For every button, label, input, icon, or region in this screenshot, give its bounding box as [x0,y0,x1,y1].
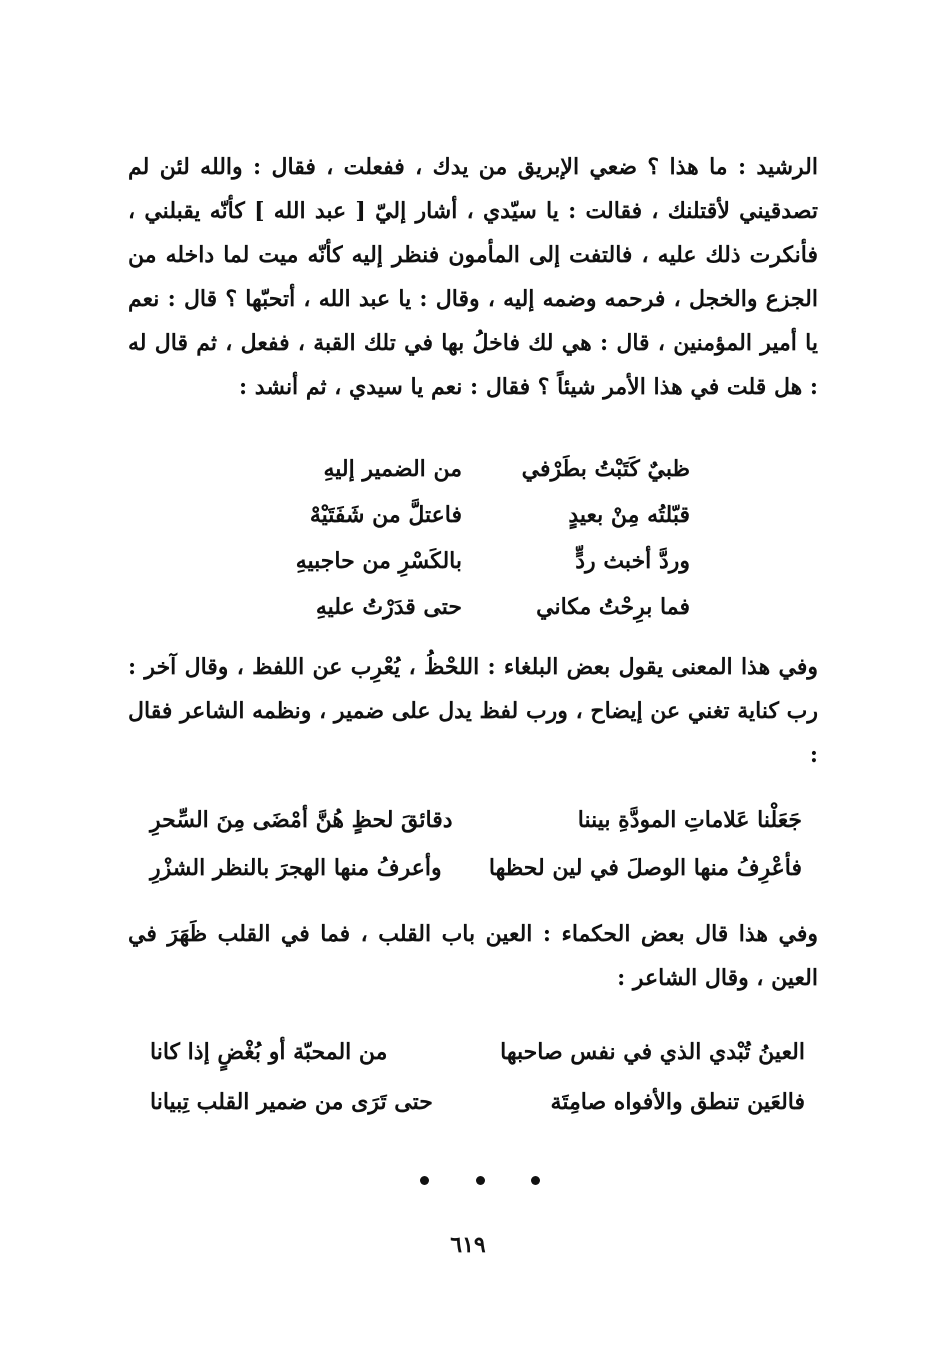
verse-second-hemistich: حتى تَرَى من ضمير القلب تِبيانا [150,1089,433,1115]
separator-dot [531,1176,540,1185]
verse-line [262,446,690,492]
verse-first-hemistich: ظبيٌ كَتَبْتُ بطَرْفي [521,456,690,482]
verse-line [150,1027,805,1077]
verse-first-hemistich: جَعَلْنا عَلاماتِ المودَّةِ بيننا [577,807,802,833]
paragraph-3 [128,912,818,1000]
poem-2 [150,796,802,892]
verse-line [262,584,690,630]
verse-first-hemistich: وردَّ أخبث ردٍّ [575,548,690,574]
verse-second-hemistich: حتى قدَرْتُ عليهِ [315,594,462,620]
verse-line [262,538,690,584]
verse-line [150,844,802,892]
verse-first-hemistich: العينُ تُبْدي الذي في نفس صاحبها [500,1039,805,1065]
paragraph-1 [128,145,818,409]
poem-3 [150,1027,805,1127]
verse-first-hemistich: فما برِحْتُ مكاني [536,594,690,620]
verse-second-hemistich: من المحبّة أو بُغْضٍ إذا كانا [150,1039,388,1065]
paragraph-text: الرشيد : ما هذا ؟ ضعي الإبريق من يدك ، ففعلت ، فقال : والله لئن لم تصدقيني لأقتلنك ، فقالت : يا سيّدي ، أشار إليّ [ عبد الله ] كأنّه يقبلني ، فأنكرت ذلك عليه ، فالتفت إلى المأمون فنظر إليه كأنّه ميت لما داخله من الجزع والخجل ، فرحمه وضمه إليه ، وقال : يا عبد الله ، أتحبّها ؟ قال : نعم يا أمير المؤمنين ، قال : هي لك فاخلُ بها في تلك القبة ، ففعل ، ثم قال له : هل قلت في هذا الأمر شيئاً ؟ فقال : نعم يا سيدي ، ثم أنشد : [128,154,818,400]
separator-dot [476,1176,485,1185]
verse-line [150,1077,805,1127]
verse-second-hemistich: دقائقَ لحظٍ هُنَّ أمْضَى مِنَ السِّحرِ [150,807,453,833]
verse-first-hemistich: فالعَين تنطق والأفواه صامِتَة [550,1089,805,1115]
section-separator [420,1176,540,1196]
verse-second-hemistich: بالكَسْرِ من حاجبيهِ [295,548,462,574]
page-number: ٦١٩ [450,1232,486,1258]
paragraph-2 [128,645,818,777]
verse-second-hemistich: من الضمير إليهِ [323,456,462,482]
separator-dot [420,1176,429,1185]
paragraph-text: وفي هذا قال بعض الحكماء : العين باب القلب ، فما في القلب ظَهَرَ في العين ، وقال الشاعر : [128,921,818,991]
verse-second-hemistich: فاعتلَّ من شَفَتَيْهْ [309,502,462,528]
verse-first-hemistich: فأعْرِفُ منها الوصلَ في لين لحظها [488,855,802,881]
verse-first-hemistich: قبّلتُه مِنْ بعيدٍ [568,502,690,528]
paragraph-text: وفي هذا المعنى يقول بعض البلغاء : اللحْظُ ، يُعْرِب عن اللفظ ، وقال آخر : رب كناية تغني عن إيضاح ، ورب لفظ يدل على ضمير ، ونظمه الشاعر فقال : [128,654,818,768]
verse-second-hemistich: وأعرفُ منها الهجرَ بالنظر الشزْرِ [150,855,442,881]
verse-line [150,796,802,844]
verse-line [262,492,690,538]
poem-1 [262,446,690,630]
